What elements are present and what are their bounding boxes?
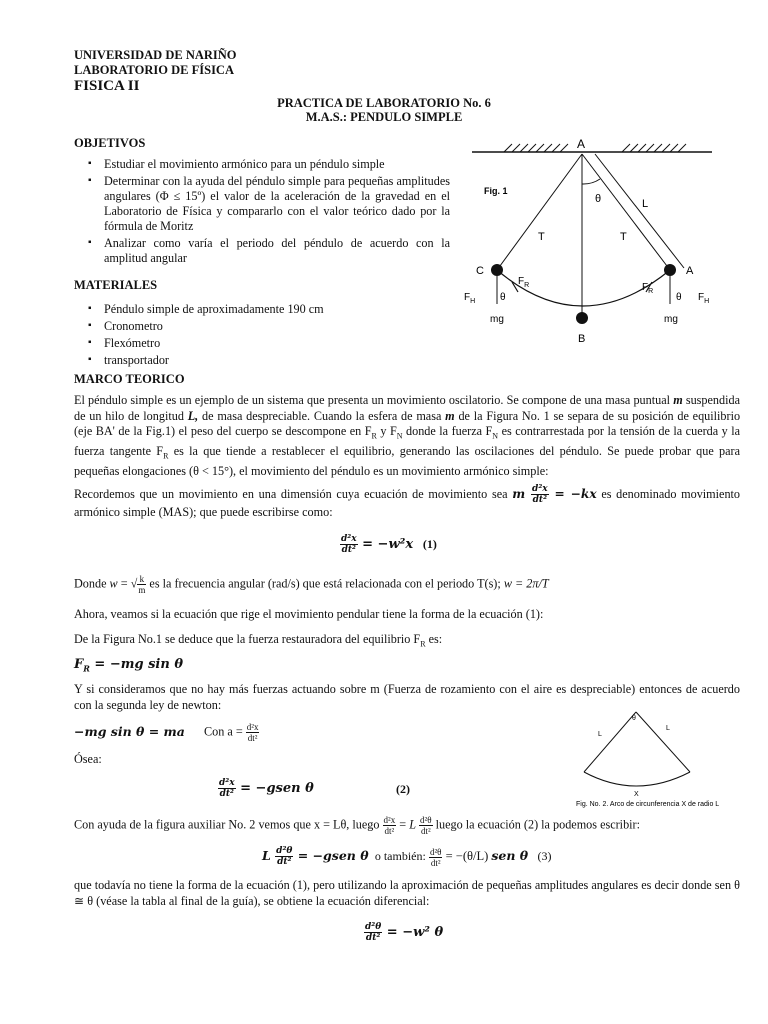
fig1-label: Fig. 1 (484, 186, 508, 196)
practice-subtitle: M.A.S.: PENDULO SIMPLE (305, 110, 463, 124)
fig2-X: X (634, 791, 639, 798)
materials-list (74, 302, 450, 370)
marco-paragraph-2: Recordemos que un movimiento en una dimensión cuya ecuación de movimiento sea m $\frac{\text{d²x}}{\text{dt²}}$ = −kx es denominado movimiento armónico simple (MAS); que puede escribirse como: (74, 484, 741, 519)
label-theta-right: θ (676, 292, 682, 303)
equation-final: $\frac{\text{d²θ}}{\text{dt²}}$ = −w² θ (365, 922, 444, 943)
fig2-L-left: L (598, 731, 602, 738)
equation-1: $\frac{\text{d²x}}{\text{dt²}}$ = −w²x (1) (341, 534, 437, 555)
equation-3: L $\frac{\text{d²θ}}{\text{dt²}}$ = −gsen θ o también: $\frac{\text{d²θ}}{\text{dt²}}$ = −(θ/L) sen θ (3) (262, 846, 552, 868)
materials-heading: MATERIALES (74, 278, 158, 292)
arc-figure (574, 706, 734, 810)
list-item: ▪ Flexómetro (74, 336, 450, 351)
label-A-top: A (577, 137, 586, 151)
university-name: UNIVERSIDAD DE NARIÑO (74, 48, 237, 62)
marco-paragraph-8: que todavía no tiene la forma de la ecuación (1), pero utilizando la aproximación de pequeñas amplitudes angulares es decir donde sen θ ≅ θ (véase la tabla al final de la guía), se obtiene la ecuación diferencial: (74, 878, 740, 908)
label-L: L (642, 198, 649, 210)
fig2-L-right: L (666, 725, 670, 732)
course-name: FISICA II (74, 78, 140, 94)
equation-fr: $F_R = -mg$ sin θ (74, 657, 184, 674)
marco-paragraph-5: De la Figura No.1 se deduce que la fuerza restauradora del equilibrio $F_R$ es: (74, 632, 443, 649)
label-FR-right: $F_R$ (642, 282, 654, 295)
equation-2: $\frac{\text{d²x}}{\text{dt²}}$ = −gsen θ (219, 778, 314, 799)
list-item: ▪ Péndulo simple de aproximadamente 190 cm (74, 302, 450, 317)
list-item: ▪ Cronometro (74, 319, 450, 334)
marco-heading: MARCO TEORICO (74, 372, 185, 386)
label-FH-right: $F_H$ (698, 292, 710, 305)
osea-label: Ósea: (74, 752, 102, 766)
pendulum-figure (452, 132, 728, 348)
label-mg-right: mg (664, 314, 678, 325)
practice-title: PRACTICA DE LABORATORIO No. 6 (277, 96, 491, 110)
objectives-list (74, 157, 450, 268)
equation-2-number: (2) (396, 782, 410, 796)
equation-a: Con a = $\frac{\text{d²x}}{\text{dt²}}$ (204, 722, 259, 743)
label-FH-left: $F_H$ (464, 292, 476, 305)
marco-paragraph-6: Y si consideramos que no hay más fuerzas actuando sobre m (Fuerza de rozamiento con el aire es despreciable) entonces de acuerdo con la segunda ley de newton: (74, 682, 740, 712)
equation-newton: −mg sin θ = ma (74, 724, 185, 739)
label-FR-left: $F_R$ (518, 276, 530, 289)
objectives-heading: OBJETIVOS (74, 136, 146, 150)
marco-paragraph-3: Donde w = √ $\frac{k}{m}$ es la frecuencia angular (rad/s) que está relacionada con el periodo T(s); w = 2π/T (74, 574, 549, 595)
label-mg-left: mg (490, 314, 504, 325)
list-item: ▪ Determinar con la ayuda del péndulo simple para pequeñas amplitudes angulares (Φ ≤ 15º) el valor de la aceleración de la gravedad en el Laboratorio de Física y compararlo con el valor teórico dado por la fórmula de Moritz (74, 174, 450, 234)
label-B: B (578, 333, 586, 345)
list-item: ▪ Estudiar el movimiento armónico para un péndulo simple (74, 157, 450, 172)
label-A-right: A (686, 265, 694, 277)
label-theta-left: θ (500, 292, 506, 303)
label-T-right: T (620, 231, 627, 243)
label-theta-top: θ (595, 193, 602, 205)
list-item: ▪ transportador (74, 353, 450, 368)
list-item: ▪ Analizar como varía el periodo del péndulo de acuerdo con la amplitud angular (74, 236, 450, 266)
label-T-left: T (538, 231, 545, 243)
marco-paragraph-4: Ahora, veamos si la ecuación que rige el movimiento pendular tiene la forma de la ecuación (1): (74, 607, 544, 621)
fig2-theta: θ (632, 715, 636, 722)
label-C: C (476, 265, 484, 277)
fig2-caption: Fig. No. 2. Arco de circunferencia X de radio L (576, 801, 720, 808)
marco-paragraph-1: El péndulo simple es un ejemplo de un sistema que presenta un movimiento oscilatorio. Se compone de una masa puntual m suspendida de un hilo de longitud L, de masa despreciable. Cuando la esfera de masa m de la Figura No. 1 se separa de su posición de equilibrio (eje BA' de la Fig.1) el peso del cuerpo se descompone en $F_R$ y $F_N$ donde la fuerza $F_N$ es contrarrestada por la tensión de la cuerda y la fuerza tangente $F_R$ es la que tiende a restablecer el equilibrio, generando las oscilaciones del péndulo. Se puede probar que para pequeñas elongaciones (θ < 15°), el movimiento del péndulo es un movimiento armónico simple: (74, 393, 741, 478)
lab-name: LABORATORIO DE FÍSICA (74, 63, 234, 77)
marco-paragraph-7: Con ayuda de la figura auxiliar No. 2 vemos que x = Lθ, luego $\frac{\text{d²x}}{\text{dt²}}$ = L $\frac{\text{d²θ}}{\text{dt²}}$ luego la ecuación (2) la podemos escribir: (74, 815, 640, 836)
